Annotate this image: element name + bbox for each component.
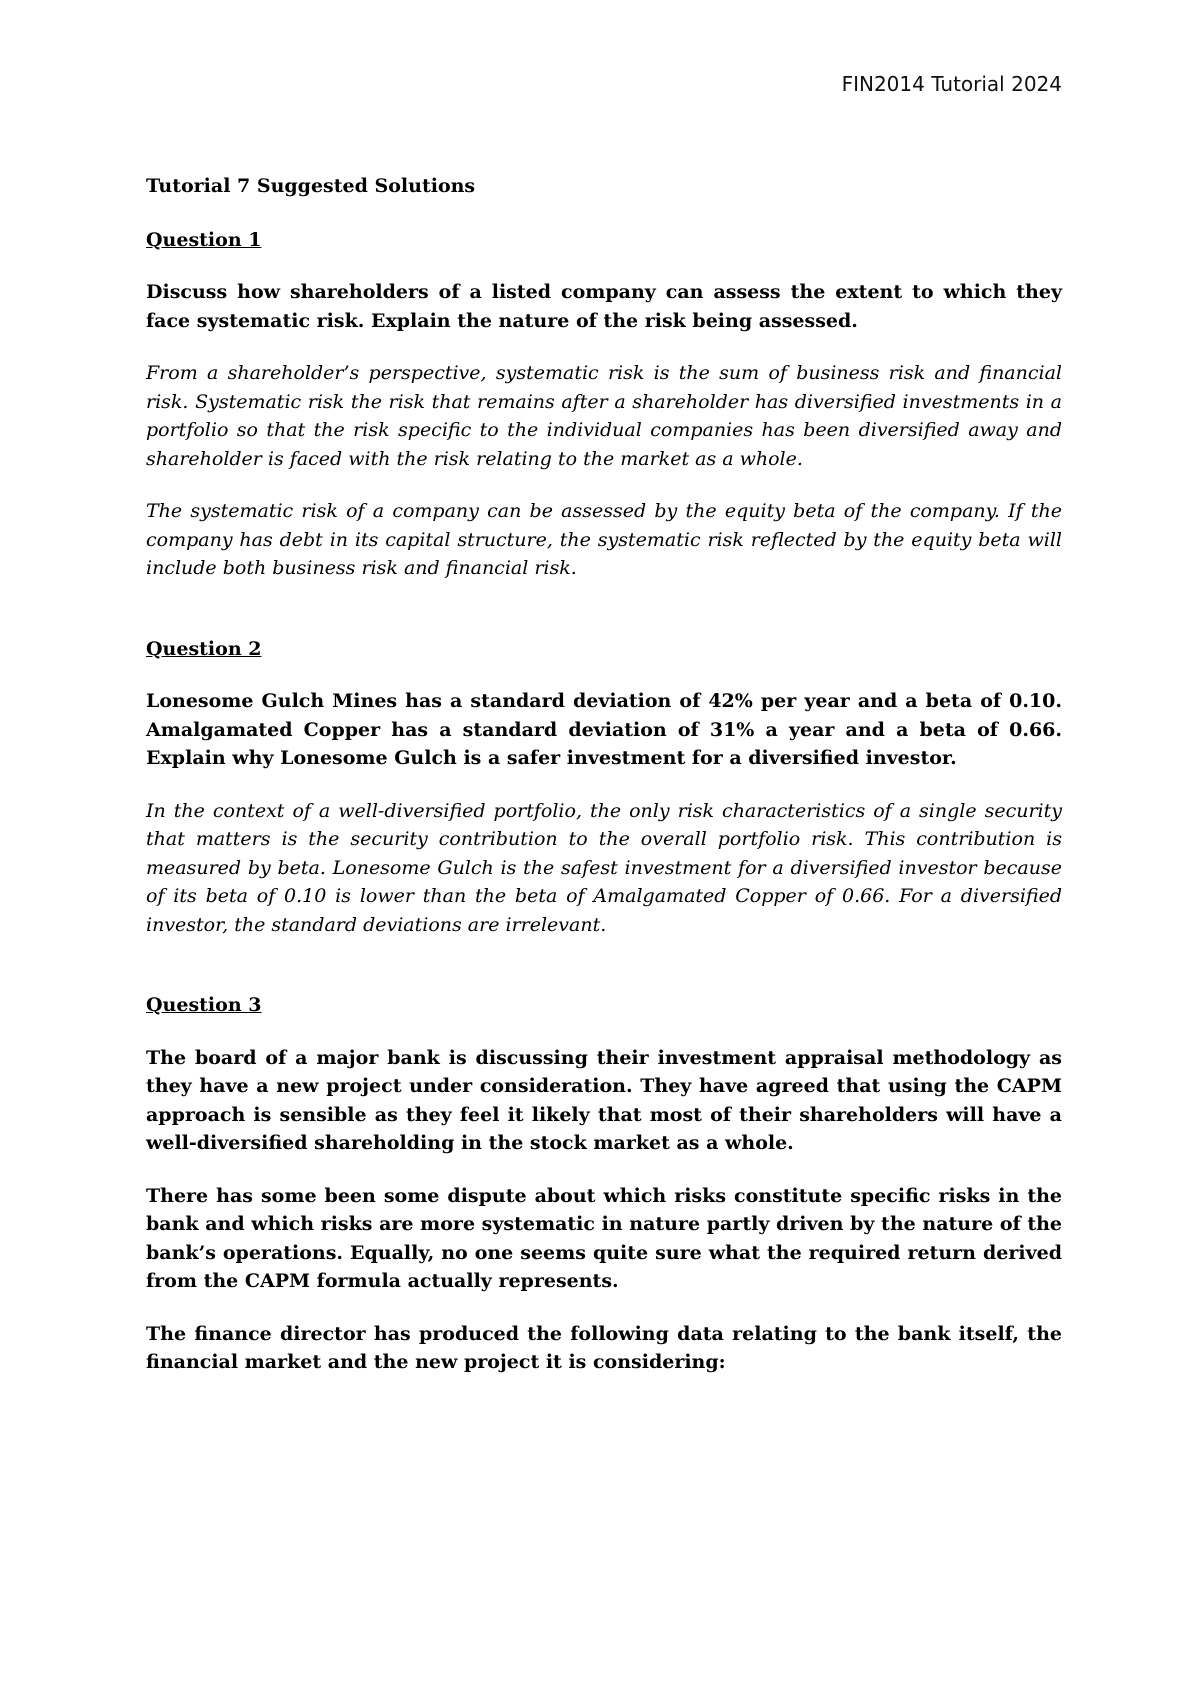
section-spacer	[146, 607, 1062, 635]
question-1-answer-paragraph-2: The systematic risk of a company can be assessed by the equity beta of the company. If the company has debt in its capital structure, the systematic risk reflected by the equity beta will include both business risk and financial risk.	[146, 500, 1062, 579]
question-3-heading: Question 3	[146, 994, 262, 1016]
document-title: Tutorial 7 Suggested Solutions	[146, 175, 476, 197]
question-1	[146, 226, 1062, 583]
question-3-paragraph-1: The board of a major bank is discussing their investment appraisal methodology as they have a new project under consideration. They have agreed that using the CAPM approach is sensible as they feel it likely that most of their shareholders will have a well-diversified shareholding in the stock market as a whole.	[146, 1046, 1062, 1154]
question-2-heading: Question 2	[146, 637, 262, 660]
question-2	[146, 635, 1062, 940]
question-2-answer: In the context of a well-diversified portfolio, the only risk characteristics of a single security that matters is the security contribution to the overall portfolio risk. This contribution is measured by beta. Lonesome Gulch is the safest investment for a diversified investor because of its beta of 0.10 is lower than the beta of Amalgamated Copper of 0.66. For a diversified investor, the standard deviations are irrelevant.	[146, 799, 1062, 936]
question-1-heading: Question 1	[146, 228, 262, 251]
question-3-paragraph-2: There has some been some dispute about which risks constitute specific risks in the bank and which risks are more systematic in nature partly driven by the nature of the bank’s operations. Equally, no one seems quite sure what the required return derived from the CAPM formula actually represents.	[146, 1184, 1062, 1292]
running-header: FIN2014 Tutorial 2024	[841, 72, 1062, 96]
document-body	[146, 172, 1062, 1401]
question-3	[146, 991, 1062, 1377]
question-1-answer-paragraph-1: From a shareholder’s perspective, systematic risk is the sum of business risk and financial risk. Systematic risk the risk that remains after a shareholder has diversified investments in a portfolio so that the risk specific to the individual companies has been diversified away and shareholder is faced with the risk relating to the market as a whole.	[146, 362, 1062, 470]
question-1-prompt: Discuss how shareholders of a listed company can assess the extent to which they face systematic risk. Explain the nature of the risk being assessed.	[146, 281, 1062, 332]
question-2-prompt: Lonesome Gulch Mines has a standard deviation of 42% per year and a beta of 0.10. Amalgamated Copper has a standard deviation of 31% a year and a beta of 0.66. Explain why Lonesome Gulch is a safer investment for a diversified investor.	[146, 690, 1062, 769]
question-3-paragraph-3: The finance director has produced the following data relating to the bank itself, the financial market and the new project it is considering:	[146, 1322, 1062, 1373]
section-spacer	[146, 963, 1062, 991]
